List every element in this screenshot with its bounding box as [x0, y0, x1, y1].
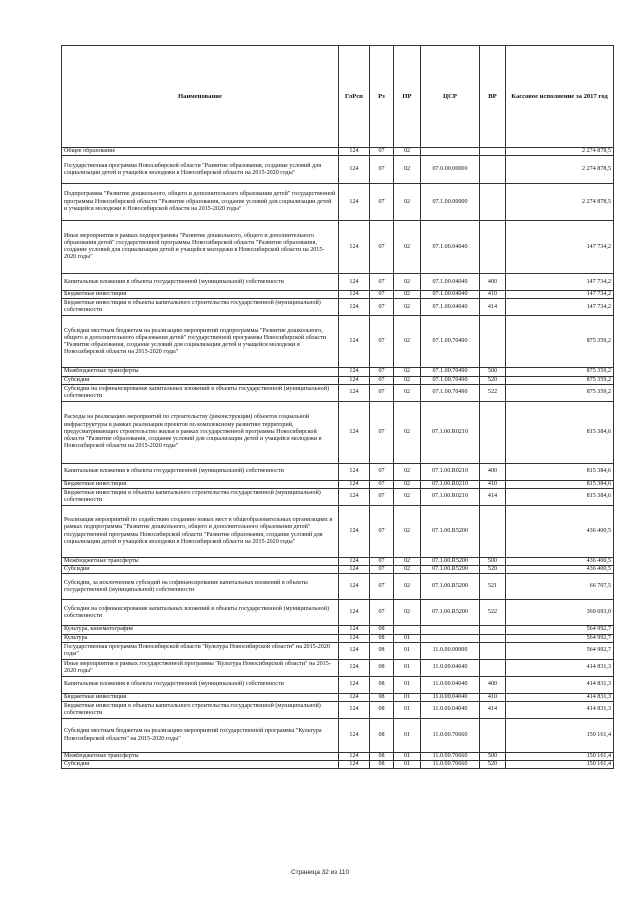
cell-vr	[480, 401, 506, 463]
cell-amount: 564 992,7	[506, 634, 614, 642]
cell-name: Государственная программа Новосибирской области "Развитие образования, создание условий для социализации детей и учащейся молодежи в Новосибирской области на 2015-2020 годы"	[62, 156, 339, 184]
table-row	[62, 401, 614, 463]
cell-amount: 2 274 878,5	[506, 184, 614, 221]
cell-rz: 07	[370, 376, 394, 384]
cell-rz: 07	[370, 156, 394, 184]
cell-csr: 07.1.00.R5200	[421, 600, 480, 626]
cell-pr: 02	[394, 221, 421, 274]
cell-rz: 07	[370, 600, 394, 626]
cell-rz: 08	[370, 719, 394, 753]
cell-grsp: 124	[339, 148, 370, 156]
cell-csr	[421, 148, 480, 156]
cell-vr: 522	[480, 600, 506, 626]
cell-vr: 414	[480, 299, 506, 316]
table-row	[62, 634, 614, 642]
cell-vr: 410	[480, 291, 506, 299]
cell-grsp: 124	[339, 642, 370, 659]
cell-amount: 815 384,6	[506, 480, 614, 488]
budget-table	[61, 45, 614, 769]
cell-name: Капитальные вложения в объекты государственной (муниципальной) собственности	[62, 274, 339, 291]
cell-pr: 02	[394, 148, 421, 156]
cell-grsp: 124	[339, 719, 370, 753]
cell-vr	[480, 506, 506, 558]
cell-pr: 02	[394, 566, 421, 574]
cell-grsp: 124	[339, 480, 370, 488]
cell-amount: 2 274 878,5	[506, 156, 614, 184]
cell-grsp: 124	[339, 702, 370, 719]
cell-name: Культура, кинематография	[62, 626, 339, 634]
cell-amount: 369 693,0	[506, 600, 614, 626]
table-row	[62, 376, 614, 384]
table-row	[62, 600, 614, 626]
cell-name: Реализация мероприятий по содействию созданию новых мест в общеобразовательных организациях в рамках подпрограммы "Развитие дошкольного, общего и дополнительного образования детей" государственной программы Новосибирской области "Развитие образования, создание условий для социализации детей и учащейся молодежи в Новосибирской области на 2015-2020 годы"	[62, 506, 339, 558]
cell-grsp: 124	[339, 761, 370, 769]
table-row	[62, 274, 614, 291]
table-row	[62, 566, 614, 574]
cell-csr: 11.0.00.70660	[421, 761, 480, 769]
cell-amount: 436 400,5	[506, 506, 614, 558]
cell-pr: 02	[394, 506, 421, 558]
cell-csr: 07.1.00.R5200	[421, 506, 480, 558]
table-row	[62, 463, 614, 480]
cell-pr: 02	[394, 316, 421, 368]
cell-rz: 08	[370, 753, 394, 761]
table-row	[62, 506, 614, 558]
cell-grsp: 124	[339, 693, 370, 701]
cell-vr: 520	[480, 761, 506, 769]
cell-name: Бюджетные инвестиции в объекты капитального строительства государственной (муниципальной) собственности	[62, 489, 339, 506]
table-row	[62, 316, 614, 368]
cell-vr	[480, 642, 506, 659]
header-csr: ЦСР	[421, 46, 480, 148]
cell-name: Бюджетные инвестиции в объекты капитального строительства государственной (муниципальной) собственности	[62, 702, 339, 719]
cell-grsp: 124	[339, 600, 370, 626]
cell-rz: 07	[370, 558, 394, 566]
table-row	[62, 299, 614, 316]
cell-amount: 564 992,7	[506, 626, 614, 634]
cell-csr: 07.1.00.R0210	[421, 401, 480, 463]
cell-csr	[421, 626, 480, 634]
cell-name: Культура	[62, 634, 339, 642]
cell-grsp: 124	[339, 558, 370, 566]
cell-name: Субсидии местным бюджетам на реализацию мероприятий государственной программы "Культура Новосибирской области" на 2015-2020 годы"	[62, 719, 339, 753]
cell-name: Межбюджетные трансферты	[62, 368, 339, 376]
cell-vr: 414	[480, 702, 506, 719]
cell-amount: 436 400,5	[506, 566, 614, 574]
cell-csr: 07.0.00.00000	[421, 156, 480, 184]
cell-pr: 01	[394, 719, 421, 753]
cell-rz: 07	[370, 316, 394, 368]
cell-amount: 414 831,3	[506, 659, 614, 676]
cell-grsp: 124	[339, 316, 370, 368]
cell-rz: 07	[370, 291, 394, 299]
cell-vr: 522	[480, 384, 506, 401]
cell-rz: 07	[370, 274, 394, 291]
cell-grsp: 124	[339, 401, 370, 463]
cell-csr: 07.1.00.04040	[421, 274, 480, 291]
cell-rz: 08	[370, 761, 394, 769]
cell-name: Общее образование	[62, 148, 339, 156]
table-row	[62, 702, 614, 719]
cell-pr: 01	[394, 693, 421, 701]
cell-vr	[480, 659, 506, 676]
cell-grsp: 124	[339, 274, 370, 291]
cell-pr: 01	[394, 676, 421, 693]
cell-pr: 01	[394, 753, 421, 761]
cell-grsp: 124	[339, 659, 370, 676]
cell-rz: 07	[370, 463, 394, 480]
cell-rz: 08	[370, 626, 394, 634]
cell-vr	[480, 634, 506, 642]
cell-grsp: 124	[339, 574, 370, 600]
cell-pr: 02	[394, 184, 421, 221]
cell-csr: 07.1.00.00000	[421, 184, 480, 221]
cell-name: Межбюджетные трансферты	[62, 753, 339, 761]
cell-pr: 02	[394, 299, 421, 316]
cell-csr: 07.1.00.70490	[421, 376, 480, 384]
cell-amount: 147 734,2	[506, 299, 614, 316]
cell-rz: 08	[370, 642, 394, 659]
cell-rz: 08	[370, 693, 394, 701]
table-row	[62, 148, 614, 156]
cell-rz: 07	[370, 489, 394, 506]
cell-amount: 815 384,6	[506, 463, 614, 480]
cell-amount: 875 359,2	[506, 368, 614, 376]
cell-amount: 150 161,4	[506, 761, 614, 769]
cell-vr	[480, 221, 506, 274]
cell-vr: 400	[480, 463, 506, 480]
table-row	[62, 291, 614, 299]
cell-grsp: 124	[339, 463, 370, 480]
cell-csr: 11.0.00.00000	[421, 642, 480, 659]
table-header-row	[62, 46, 614, 148]
cell-rz: 07	[370, 384, 394, 401]
cell-rz: 07	[370, 299, 394, 316]
cell-pr: 02	[394, 384, 421, 401]
cell-pr	[394, 626, 421, 634]
cell-amount: 147 734,2	[506, 291, 614, 299]
cell-name: Субсидии на софинансирование капитальных вложений в объекты государственной (муниципальной) собственности	[62, 600, 339, 626]
cell-pr: 01	[394, 761, 421, 769]
table-row	[62, 558, 614, 566]
cell-csr: 07.1.00.04040	[421, 221, 480, 274]
cell-csr: 07.1.00.R0210	[421, 463, 480, 480]
cell-vr: 400	[480, 274, 506, 291]
cell-grsp: 124	[339, 291, 370, 299]
budget-sheet	[61, 45, 613, 769]
cell-grsp: 124	[339, 376, 370, 384]
cell-csr: 07.1.00.70490	[421, 368, 480, 376]
cell-name: Субсидии	[62, 761, 339, 769]
cell-amount: 815 384,6	[506, 489, 614, 506]
cell-name: Субсидии, за исключением субсидий на софинансирование капитальных вложений в объекты государственной (муниципальной) собственности	[62, 574, 339, 600]
cell-csr: 07.1.00.R0210	[421, 480, 480, 488]
cell-name: Бюджетные инвестиции	[62, 291, 339, 299]
cell-name: Капитальные вложения в объекты государственной (муниципальной) собственности	[62, 463, 339, 480]
cell-amount: 150 161,4	[506, 753, 614, 761]
cell-vr	[480, 316, 506, 368]
cell-grsp: 124	[339, 676, 370, 693]
cell-rz: 08	[370, 659, 394, 676]
cell-vr	[480, 184, 506, 221]
cell-amount: 414 831,3	[506, 702, 614, 719]
cell-amount: 147 734,2	[506, 221, 614, 274]
cell-csr: 07.1.00.R5200	[421, 574, 480, 600]
table-row	[62, 384, 614, 401]
header-grsp: ГлРсп	[339, 46, 370, 148]
cell-rz: 08	[370, 702, 394, 719]
cell-csr: 11.0.00.04040	[421, 676, 480, 693]
cell-pr: 01	[394, 642, 421, 659]
header-vr: ВР	[480, 46, 506, 148]
cell-amount: 875 359,2	[506, 376, 614, 384]
table-row	[62, 480, 614, 488]
cell-csr: 11.0.00.04040	[421, 659, 480, 676]
cell-rz: 07	[370, 184, 394, 221]
cell-grsp: 124	[339, 299, 370, 316]
cell-amount: 875 359,2	[506, 384, 614, 401]
cell-name: Межбюджетные трансферты	[62, 558, 339, 566]
cell-name: Иные мероприятия в рамках подпрограммы "Развитие дошкольного, общего и дополнительного образования детей" государственной программы Новосибирской области "Развитие образования, создание условий для социализации детей и учащейся молодежи в Новосибирской области на 2015-2020 годы"	[62, 221, 339, 274]
cell-rz: 08	[370, 676, 394, 693]
table-body	[62, 148, 614, 769]
cell-csr: 11.0.00.70660	[421, 753, 480, 761]
cell-amount: 147 734,2	[506, 274, 614, 291]
cell-vr	[480, 626, 506, 634]
cell-rz: 07	[370, 401, 394, 463]
cell-name: Расходы на реализацию мероприятий по строительству (реконструкции) объектов социальной инфраструктуры в рамках реализации проектов по комплексному развитию территорий, предусматривающих строительство жилья в рамках государственной программы Новосибирской области "Развитие образования, создание условий для социализации детей и учащейся молодежи в Новосибирской области на 2015-2020 годы"	[62, 401, 339, 463]
cell-name: Бюджетные инвестиции	[62, 693, 339, 701]
cell-vr	[480, 156, 506, 184]
cell-name: Иные мероприятия в рамках государственной программы "Культура Новосибирской области" на 2015-2020 годы"	[62, 659, 339, 676]
cell-grsp: 124	[339, 753, 370, 761]
table-row	[62, 221, 614, 274]
table-row	[62, 719, 614, 753]
cell-pr: 02	[394, 368, 421, 376]
cell-name: Субсидии	[62, 566, 339, 574]
cell-amount: 66 707,5	[506, 574, 614, 600]
cell-name: Капитальные вложения в объекты государственной (муниципальной) собственности	[62, 676, 339, 693]
table-row	[62, 659, 614, 676]
cell-amount: 436 400,5	[506, 558, 614, 566]
cell-amount: 2 274 878,5	[506, 148, 614, 156]
cell-rz: 07	[370, 368, 394, 376]
cell-rz: 07	[370, 566, 394, 574]
table-row	[62, 489, 614, 506]
cell-name: Бюджетные инвестиции в объекты капитального строительства государственной (муниципальной) собственности	[62, 299, 339, 316]
cell-vr	[480, 719, 506, 753]
cell-grsp: 124	[339, 384, 370, 401]
cell-rz: 07	[370, 148, 394, 156]
cell-vr: 500	[480, 753, 506, 761]
cell-amount: 875 359,2	[506, 316, 614, 368]
cell-csr: 07.1.00.04040	[421, 299, 480, 316]
cell-csr	[421, 634, 480, 642]
cell-amount: 150 161,4	[506, 719, 614, 753]
cell-rz: 07	[370, 221, 394, 274]
cell-grsp: 124	[339, 506, 370, 558]
cell-csr: 07.1.00.70490	[421, 384, 480, 401]
cell-pr: 01	[394, 659, 421, 676]
cell-pr: 02	[394, 463, 421, 480]
cell-pr: 02	[394, 574, 421, 600]
cell-pr: 02	[394, 480, 421, 488]
table-row	[62, 574, 614, 600]
cell-pr: 02	[394, 558, 421, 566]
cell-amount: 815 384,6	[506, 401, 614, 463]
header-amount: Кассовое исполнение за 2017 год	[506, 46, 614, 148]
cell-amount: 414 831,3	[506, 676, 614, 693]
table-row	[62, 368, 614, 376]
cell-pr: 02	[394, 156, 421, 184]
cell-name: Подпрограмма "Развитие дошкольного, общего и дополнительного образования детей" государственной программы Новосибирской области "Развитие образования, создание условий для социализации детей и учащейся молодежи в Новосибирской области на 2015-2020 годы"	[62, 184, 339, 221]
cell-name: Субсидии на софинансирование капитальных вложений в объекты государственной (муниципальной) собственности	[62, 384, 339, 401]
table-row	[62, 184, 614, 221]
table-row	[62, 676, 614, 693]
cell-pr: 02	[394, 489, 421, 506]
cell-amount: 414 831,3	[506, 693, 614, 701]
cell-vr: 410	[480, 693, 506, 701]
cell-grsp: 124	[339, 221, 370, 274]
cell-csr: 07.1.00.70490	[421, 316, 480, 368]
cell-pr: 02	[394, 401, 421, 463]
cell-vr: 410	[480, 480, 506, 488]
cell-rz: 08	[370, 634, 394, 642]
cell-grsp: 124	[339, 156, 370, 184]
header-name: Наименование	[62, 46, 339, 148]
table-row	[62, 693, 614, 701]
cell-csr: 11.0.00.04040	[421, 693, 480, 701]
cell-pr: 01	[394, 702, 421, 719]
cell-csr: 07.1.00.R5200	[421, 566, 480, 574]
cell-csr: 07.1.00.R5200	[421, 558, 480, 566]
table-row	[62, 156, 614, 184]
cell-vr: 500	[480, 368, 506, 376]
cell-pr: 01	[394, 634, 421, 642]
page-footer: Страница 32 из 110	[290, 869, 350, 876]
cell-vr: 400	[480, 676, 506, 693]
cell-grsp: 124	[339, 566, 370, 574]
cell-vr: 521	[480, 574, 506, 600]
header-pr: ПР	[394, 46, 421, 148]
table-row	[62, 642, 614, 659]
cell-csr: 07.1.00.04040	[421, 291, 480, 299]
cell-amount: 564 992,7	[506, 642, 614, 659]
cell-pr: 02	[394, 600, 421, 626]
cell-vr: 520	[480, 566, 506, 574]
cell-grsp: 124	[339, 489, 370, 506]
cell-rz: 07	[370, 506, 394, 558]
cell-pr: 02	[394, 291, 421, 299]
header-rz: Рз	[370, 46, 394, 148]
cell-rz: 07	[370, 480, 394, 488]
cell-vr: 414	[480, 489, 506, 506]
cell-csr: 11.0.00.70660	[421, 719, 480, 753]
table-row	[62, 761, 614, 769]
cell-csr: 11.0.00.04040	[421, 702, 480, 719]
cell-name: Субсидии местным бюджетам на реализацию мероприятий подпрограммы "Развитие дошкольного, общего и дополнительного образования детей" государственной программы Новосибирской области "Развитие образования, создание условий для социализации детей и учащейся молодежи в Новосибирской области на 2015-2020 годы"	[62, 316, 339, 368]
cell-grsp: 124	[339, 634, 370, 642]
cell-grsp: 124	[339, 184, 370, 221]
cell-grsp: 124	[339, 626, 370, 634]
cell-grsp: 124	[339, 368, 370, 376]
cell-vr	[480, 148, 506, 156]
cell-vr: 520	[480, 376, 506, 384]
table-row	[62, 753, 614, 761]
cell-rz: 07	[370, 574, 394, 600]
cell-pr: 02	[394, 274, 421, 291]
cell-name: Государственная программа Новосибирской области "Культура Новосибирской области" на 2015-2020 годы"	[62, 642, 339, 659]
cell-name: Бюджетные инвестиции	[62, 480, 339, 488]
cell-csr: 07.1.00.R0210	[421, 489, 480, 506]
cell-vr: 500	[480, 558, 506, 566]
cell-pr: 02	[394, 376, 421, 384]
cell-name: Субсидии	[62, 376, 339, 384]
table-row	[62, 626, 614, 634]
